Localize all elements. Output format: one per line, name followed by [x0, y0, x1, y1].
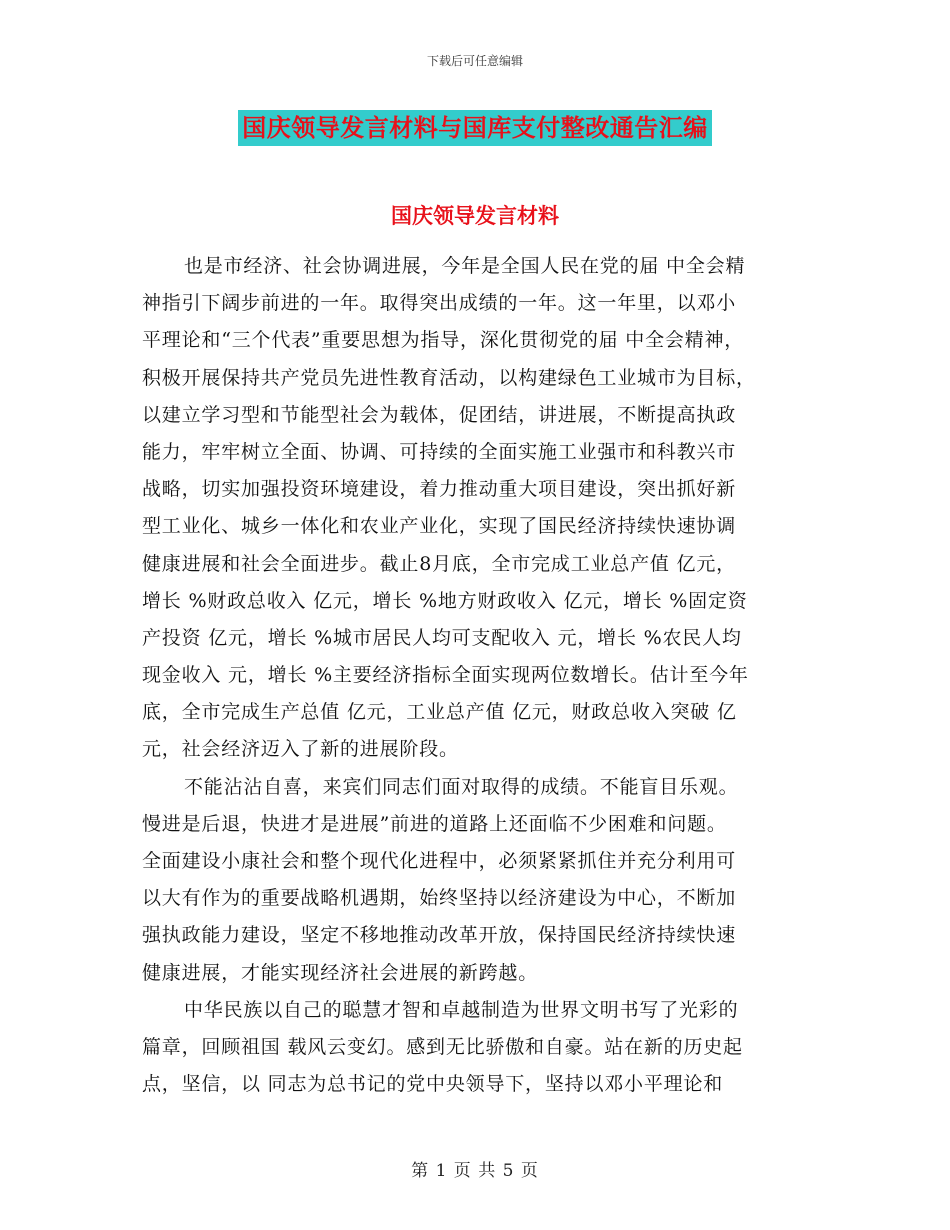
document-title: 国庆领导发言材料与国库支付整改通告汇编 [238, 110, 712, 146]
page-number: 第 1 页 共 5 页 [411, 1161, 539, 1181]
paragraph-1-line-1: 也是市经济、社会协调进展，今年是全国人民在党的届 中全会精 [184, 255, 746, 277]
paragraph-1-line-3: 平理论和“三个代表”重要思想为指导，深化贯彻党的届 中全会精神， [142, 329, 745, 352]
document-title-container [0, 110, 950, 146]
section-title: 国庆领导发言材料 [391, 204, 559, 228]
paragraph-1-line-13: 底，全市完成生产总值 亿元，工业总产值 亿元，财政总收入突破 亿 [142, 701, 737, 724]
paragraph-2-line-1: 不能沾沾自喜，来宾们同志们面对取得的成绩。不能盲目乐观。 [184, 775, 739, 798]
paragraph-1-line-14: 元，社会经济迈入了新的进展阶段。 [142, 738, 459, 761]
paragraph-1-line-6: 能力，牢牢树立全面、协调、可持续的全面实施工业强市和科教兴市 [142, 440, 737, 463]
paragraph-1-line-11: 产投资 亿元，增长 %城市居民人均可支配收入 元，增长 %农民人均 [142, 626, 742, 649]
paragraph-1-line-7: 战略，切实加强投资环境建设，着力推动重大项目建设，突出抓好新 [142, 478, 737, 501]
paragraph-1-line-2: 神指引下阔步前进的一年。取得突出成绩的一年。这一年里，以邓小 [142, 292, 737, 315]
paragraph-2-line-3: 全面建设小康社会和整个现代化进程中，必须紧紧抓住并充分利用可 [142, 850, 737, 872]
paragraph-2-line-2: 慢进是后退，快进才是进展”前进的道路上还面临不少困难和问题。 [142, 812, 727, 835]
paragraph-3-line-3: 点，坚信，以 同志为总书记的党中央领导下，坚持以邓小平理论和 [142, 1073, 724, 1096]
paragraph-1-line-12: 现金收入 元，增长 %主要经济指标全面实现两位数增长。估计至今年 [142, 664, 749, 687]
paragraph-1-line-4: 积极开展保持共产党员先进性教育活动，以构建绿色工业城市为目标， [142, 366, 756, 389]
paragraph-1-line-10: 增长 %财政总收入 亿元，增长 %地方财政收入 亿元，增长 %固定资 [142, 589, 748, 612]
paragraph-2-line-5: 强执政能力建设，坚定不移地推动改革开放，保持国民经济持续快速 [142, 924, 737, 947]
page-header-note: 下载后可任意编辑 [426, 54, 523, 68]
paragraph-1-line-9: 健康进展和社会全面进步。截止8月底，全市完成工业总产值 亿元， [142, 552, 736, 575]
paragraph-2-line-6: 健康进展，才能实现经济社会进展的新跨越。 [142, 961, 539, 984]
paragraph-2-line-4: 以大有作为的重要战略机遇期，始终坚持以经济建设为中心，不断加 [142, 887, 737, 910]
paragraph-3-line-2: 篇章，回顾祖国 载风云变幻。感到无比骄傲和自豪。站在新的历史起 [142, 1035, 743, 1058]
body-text [142, 248, 822, 1103]
paragraph-1-line-8: 型工业化、城乡一体化和农业产业化，实现了国民经济持续快速协调 [142, 515, 737, 538]
paragraph-3-line-1: 中华民族以自己的聪慧才智和卓越制造为世界文明书写了光彩的 [184, 998, 739, 1021]
paragraph-1-line-5: 以建立学习型和节能型社会为载体，促团结，讲进展，不断提高执政 [142, 403, 737, 426]
